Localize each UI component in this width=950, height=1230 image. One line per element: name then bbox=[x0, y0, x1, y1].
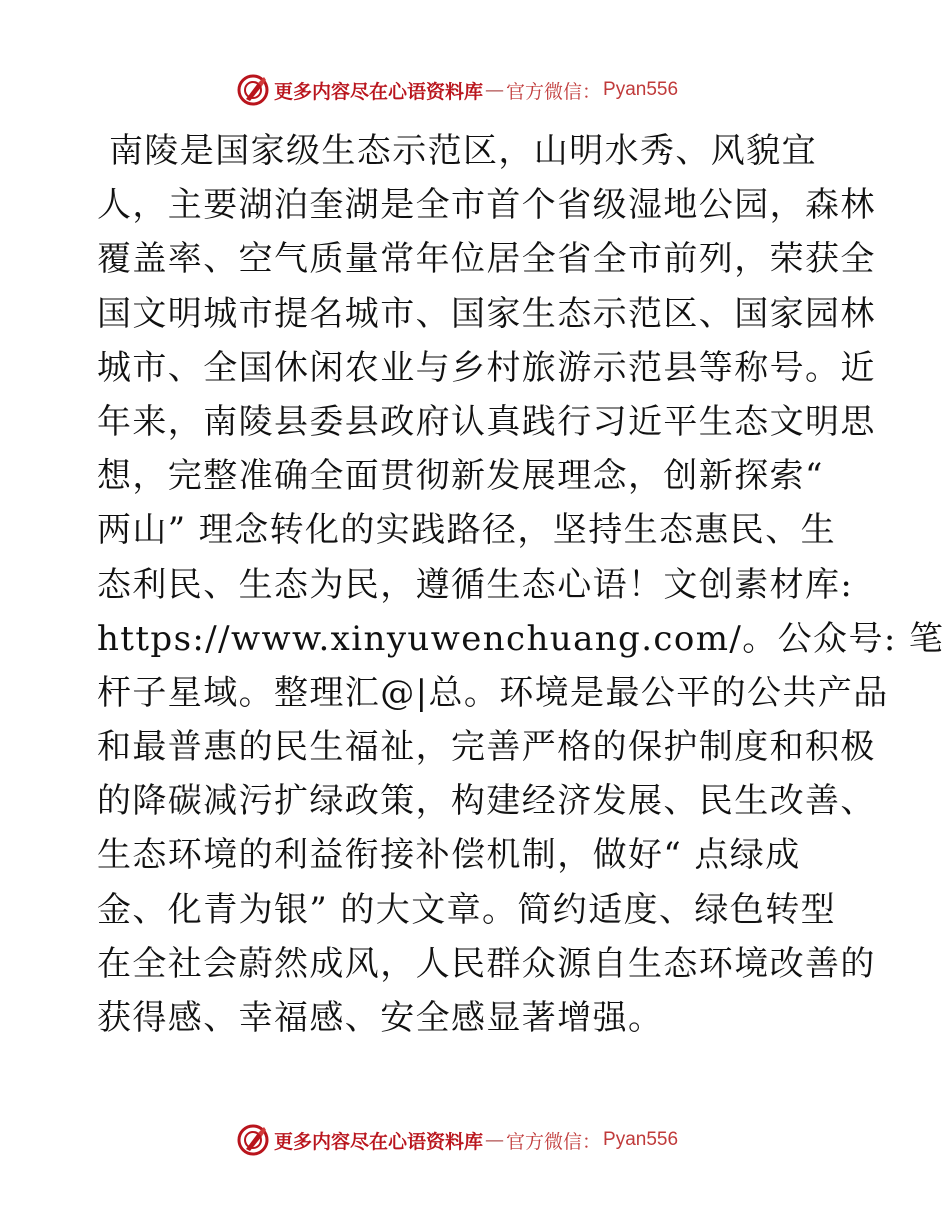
body-line: 覆盖率、空气质量常年位居全省全市前列，荣获全 bbox=[97, 239, 876, 280]
body-line: 南陵是国家级生态示范区，山明水秀、风貌宜 bbox=[109, 131, 817, 171]
body-line: 和最普惠的民生福祉，完善严格的保护制度和积极 bbox=[97, 727, 876, 768]
pen-quill-logo-icon bbox=[236, 1123, 270, 1157]
document-body bbox=[97, 124, 945, 1045]
banner-separator: — bbox=[485, 1129, 505, 1151]
body-line: 想，完整准确全面贯彻新发展理念，创新探索“ bbox=[97, 456, 824, 497]
banner-title: 更多内容尽在心语资料库 bbox=[274, 1130, 484, 1153]
body-line: 国文明城市提名城市、国家生态示范区、国家园林 bbox=[97, 293, 876, 334]
banner-title: 更多内容尽在心语资料库 bbox=[274, 80, 484, 103]
body-line: 的降碳减污扩绿政策，构建经济发展、民生改善、 bbox=[97, 781, 876, 822]
banner-wechat-id: Pyan556 bbox=[603, 79, 679, 100]
body-line: 城市、全国休闲农业与乡村旅游示范县等称号。近 bbox=[97, 347, 876, 388]
body-line: 态利民、生态为民，遵循生态心语！文创素材库: bbox=[97, 564, 854, 605]
body-line: 金、化青为银” 的大文章。简约适度、绿色转型 bbox=[97, 889, 836, 930]
body-line: 生态环境的利益衔接补偿机制，做好“ 点绿成 bbox=[97, 835, 801, 876]
body-line: https://www.xinyuwenchuang.com/。公众号: 笔 bbox=[97, 618, 945, 659]
banner-wechat-label: 官方微信： bbox=[506, 80, 602, 103]
body-line: 年来，南陵县委县政府认真践行习近平生态文明思 bbox=[97, 401, 876, 442]
pen-quill-logo-icon bbox=[236, 73, 270, 107]
header-banner bbox=[236, 72, 678, 108]
body-line: 在全社会蔚然成风，人民群众源自生态环境改善的 bbox=[97, 943, 876, 984]
banner-wechat-id: Pyan556 bbox=[603, 1129, 679, 1150]
body-line: 获得感、幸福感、安全感显著增强。 bbox=[97, 998, 664, 1038]
body-line: 人，主要湖泊奎湖是全市首个省级湿地公园，森林 bbox=[97, 185, 876, 226]
body-line: 杆子星域。整理汇@|总。环境是最公平的公共产品 bbox=[97, 672, 889, 713]
body-line: 两山” 理念转化的实践路径，坚持生态惠民、生 bbox=[97, 510, 836, 551]
footer-banner bbox=[236, 1122, 678, 1158]
banner-wechat-label: 官方微信： bbox=[506, 1130, 602, 1153]
banner-separator: — bbox=[485, 79, 505, 101]
